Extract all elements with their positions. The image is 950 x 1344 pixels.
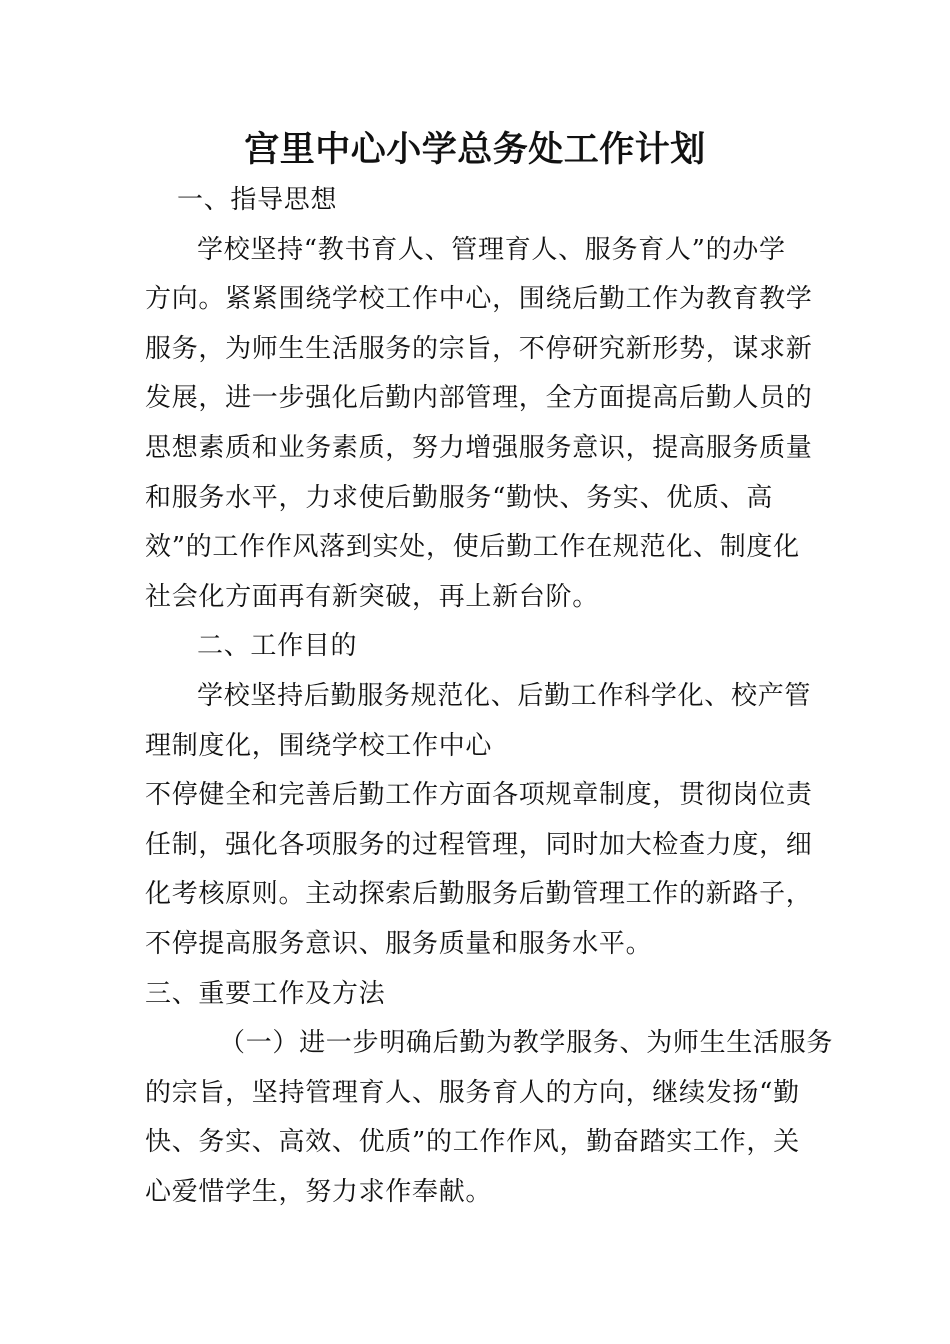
- subsection-line: （一）进一步明确后勤为教学服务、为师生生活服务: [219, 1028, 834, 1059]
- paragraph-line: 方向。紧紧围绕学校工作中心，围绕后勤工作为教育教学: [145, 284, 813, 315]
- paragraph-line: 任制，强化各项服务的过程管理，同时加大检查力度，细: [145, 829, 813, 860]
- paragraph-line: 学校坚持“教书育人、管理育人、服务育人”的办学: [197, 234, 786, 265]
- paragraph-line: 学校坚持后勤服务规范化、后勤工作科学化、校产管: [197, 680, 812, 711]
- paragraph-line: 心爱惜学生，努力求作奉献。: [145, 1176, 493, 1207]
- document-title: 宫里中心小学总务处工作计划: [244, 130, 706, 170]
- document-body: [145, 176, 834, 1217]
- paragraph-line: 效”的工作作风落到实处，使后勤工作在规范化、制度化: [145, 532, 800, 563]
- section-heading-work-goal: 二、工作目的: [197, 631, 358, 662]
- section-heading-guiding-thought: 一、指导思想: [177, 185, 338, 215]
- section-heading-main-work: 三、重要工作及方法: [145, 978, 386, 1009]
- paragraph-line: 思想素质和业务素质，努力增强服务意识，提高服务质量: [145, 432, 813, 463]
- paragraph-line: 和服务水平，力求使后勤服务“勤快、务实、优质、高: [145, 482, 774, 513]
- paragraph-line: 不停提高服务意识、服务质量和服务水平。: [145, 928, 653, 959]
- paragraph-line: 服务，为师生生活服务的宗旨，不停研究新形势，谋求新: [145, 333, 813, 364]
- paragraph-line: 的宗旨，坚持管理育人、服务育人的方向，继续发扬“勤: [145, 1077, 800, 1108]
- paragraph-line: 社会化方面再有新突破，再上新台阶。: [145, 581, 599, 612]
- paragraph-line: 化考核原则。主动探索后勤服务后勤管理工作的新路子，: [145, 879, 813, 910]
- paragraph-line: 不停健全和完善后勤工作方面各项规章制度，贯彻岗位责: [145, 780, 813, 811]
- paragraph-line: 发展，进一步强化后勤内部管理，全方面提高后勤人员的: [145, 383, 813, 414]
- paragraph-line: 快、务实、高效、优质”的工作作风，勤奋踏实工作，关: [145, 1127, 800, 1158]
- paragraph-line: 理制度化，围绕学校工作中心: [145, 730, 493, 761]
